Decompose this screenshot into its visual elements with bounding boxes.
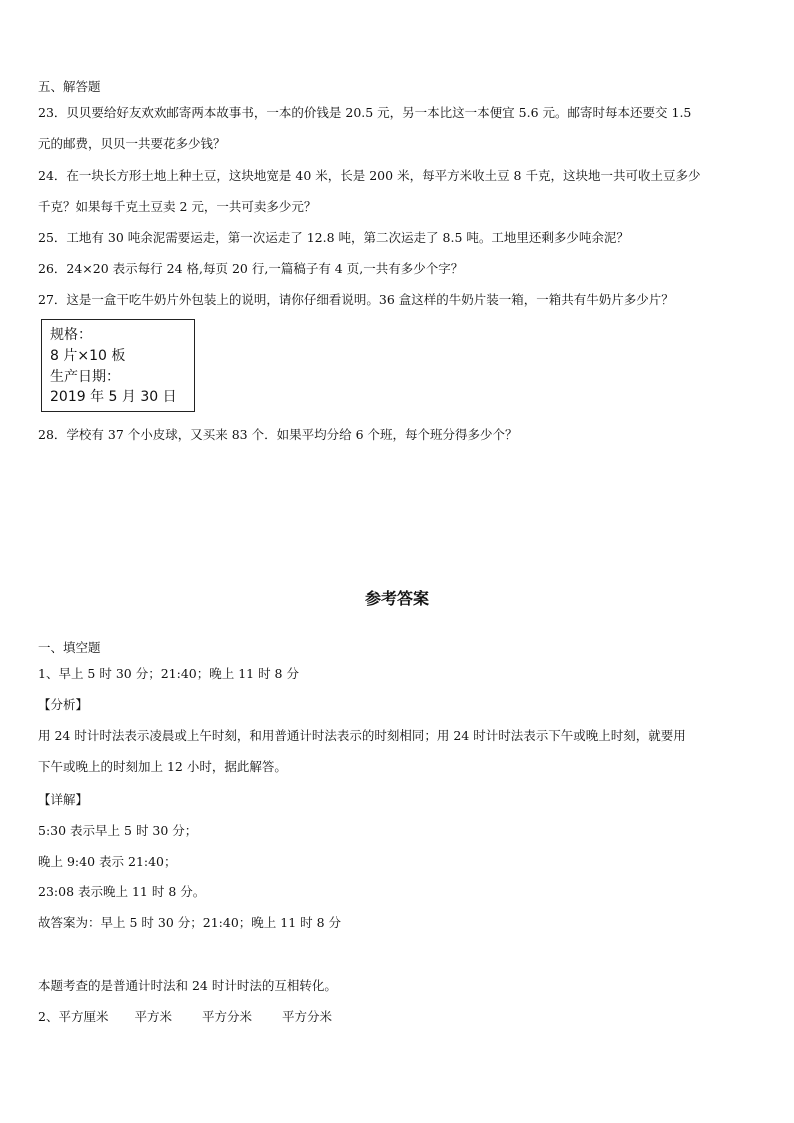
spec-line-3: 生产日期： <box>50 369 120 385</box>
answer-2 <box>38 1009 758 1025</box>
detail-line3: 23:08 表示晚上 11 时 8 分。 <box>38 884 206 899</box>
detail-line2: 晚上 9:40 表示 21:40； <box>38 854 177 869</box>
spec-line-4: 2019 年 5 月 30 日 <box>50 389 177 405</box>
question-24-line1: 24．在一块长方形土地上种土豆，这块地宽是 40 米，长是 200 米，每平方米收土豆 8 千克，这块地一共可收土豆多少 <box>38 168 701 183</box>
summary-note: 本题考查的是普通计时法和 24 时计时法的互相转化。 <box>38 978 337 993</box>
answers-section-heading: 一、填空题 <box>38 640 101 655</box>
spec-line-2: 8 片×10 板 <box>50 348 126 364</box>
analysis-line2: 下午或晚上的时刻加上 12 小时，据此解答。 <box>38 759 287 774</box>
answer-1: 1、早上 5 时 30 分；21:40；晚上 11 时 8 分 <box>38 666 299 681</box>
analysis-line1: 用 24 时计时法表示凌晨或上午时刻，和用普通计时法表示的时刻相同；用 24 时计时法表示下午或晚上时刻，就要用 <box>38 728 686 743</box>
spec-line-1: 规格： <box>50 327 92 343</box>
question-23-line1: 23．贝贝要给好友欢欢邮寄两本故事书，一本的价钱是 20.5 元，另一本比这一本便宜 5.6 元。邮寄时每本还要交 1.5 <box>38 105 692 120</box>
question-26: 26．24×20 表示每行 24 格,每页 20 行,一篇稿子有 4 页,一共有多少个字？ <box>38 261 464 276</box>
question-25: 25．工地有 30 吨余泥需要运走，第一次运走了 12.8 吨，第二次运走了 8.5 吨。工地里还剩多少吨余泥？ <box>38 230 629 245</box>
answer-2-part-2: 平方米 <box>134 1009 172 1024</box>
answer-2-part-1: 2、平方厘米 <box>38 1009 109 1024</box>
answers-title: 参考答案 <box>364 589 429 608</box>
question-24-line2: 千克？如果每千克土豆卖 2 元，一共可卖多少元？ <box>38 199 317 214</box>
spec-box <box>41 319 195 412</box>
detail-line4: 故答案为：早上 5 时 30 分；21:40；晚上 11 时 8 分 <box>38 915 342 930</box>
section-heading: 五、解答题 <box>38 79 101 94</box>
question-27: 27．这是一盒干吃牛奶片外包装上的说明，请你仔细看说明。36 盒这样的牛奶片装一箱，一箱共有牛奶片多少片？ <box>38 292 674 307</box>
answer-2-part-4: 平方分米 <box>281 1009 332 1024</box>
question-23-line2: 元的邮费，贝贝一共要花多少钱？ <box>38 136 226 151</box>
question-28: 28．学校有 37 个小皮球，又买来 83 个．如果平均分给 6 个班，每个班分得多少个？ <box>38 427 518 442</box>
analysis-tag: 【分析】 <box>38 697 89 712</box>
detail-line1: 5:30 表示早上 5 时 30 分； <box>38 823 198 838</box>
answer-2-part-3: 平方分米 <box>201 1009 252 1024</box>
detail-tag: 【详解】 <box>38 792 89 807</box>
